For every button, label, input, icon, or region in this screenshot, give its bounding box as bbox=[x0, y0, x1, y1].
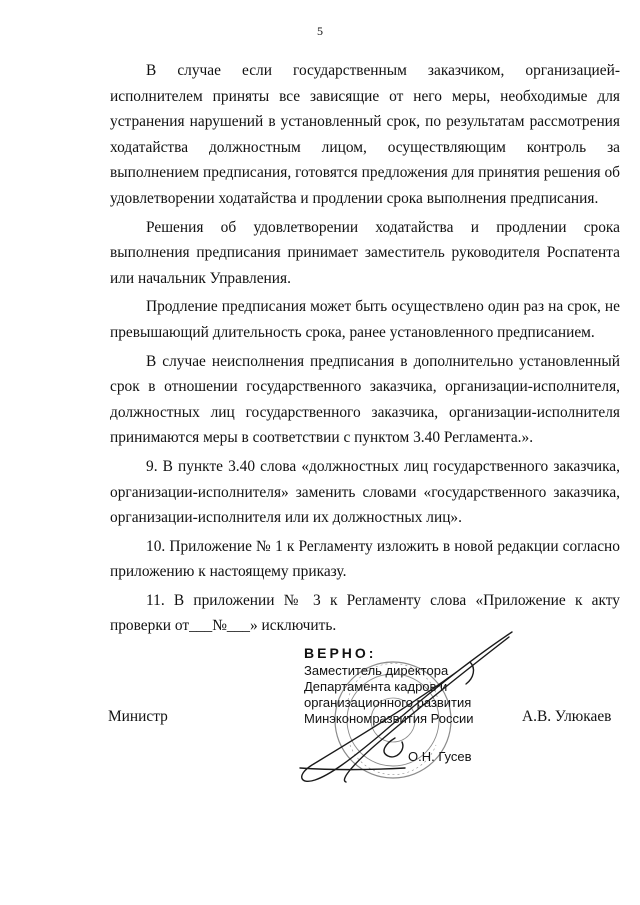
verification-line-3: организационного развития bbox=[304, 695, 472, 710]
paragraph-item-11: 11. В приложении № 3 к Регламенту слова «Приложение к акту проверки от___№___» исключить. bbox=[110, 591, 620, 635]
paragraph-4: В случае неисполнения предписания в дополнительно установленный срок в отношении государственного заказчика, организации-исполнителя, должностных лиц государственного заказчика, организации-исполнителя принимаются меры в соответствии с пунктом 3.40 Регламента.». bbox=[110, 352, 620, 447]
verification-title: ВЕРНО: bbox=[304, 645, 377, 661]
verification-line-1: Заместитель директора bbox=[304, 663, 449, 678]
signatory-position: Министр bbox=[108, 708, 168, 725]
paragraph-item-10: 10. Приложение № 1 к Регламенту изложить в новой редакции согласно приложению к настоящему приказу. bbox=[110, 537, 620, 581]
verification-stamp bbox=[304, 645, 473, 727]
paragraph-2: Решения об удовлетворении ходатайства и продлении срока выполнения предписания принимает заместитель руководителя Роспатента или начальник Управления. bbox=[110, 218, 620, 287]
verification-signer: О.Н. Гусев bbox=[408, 749, 472, 764]
verification-line-2: Департамента кадров и bbox=[304, 679, 448, 694]
paragraph-3: Продление предписания может быть осуществлено один раз на срок, не превышающий длительность срока, ранее установленного предписанием. bbox=[110, 298, 620, 341]
verification-line-4: Минэкономразвития России bbox=[304, 711, 474, 726]
paragraph-1: В случае если государственным заказчиком, организацией-исполнителем приняты все зависящие от него меры, необходимые для устранения нарушений в установленный срок, по результатам рассмотрения ходатайства должностным лицом, осуществляющим контроль за выполнением предписания, готовятся предложения для принятия решения об удовлетворении ходатайства и продлении срока выполнения предписания. bbox=[110, 62, 620, 207]
paragraph-item-9: 9. В пункте 3.40 слова «должностных лиц государственного заказчика, организации-исполнителя» заменить словами «государственного заказчика, организации-исполнителя или их должностных лиц». bbox=[110, 457, 620, 527]
document-body bbox=[110, 58, 620, 642]
signatory-name: А.В. Улюкаев bbox=[522, 708, 612, 725]
page-number: 5 bbox=[317, 24, 323, 38]
signature-block bbox=[0, 645, 640, 785]
